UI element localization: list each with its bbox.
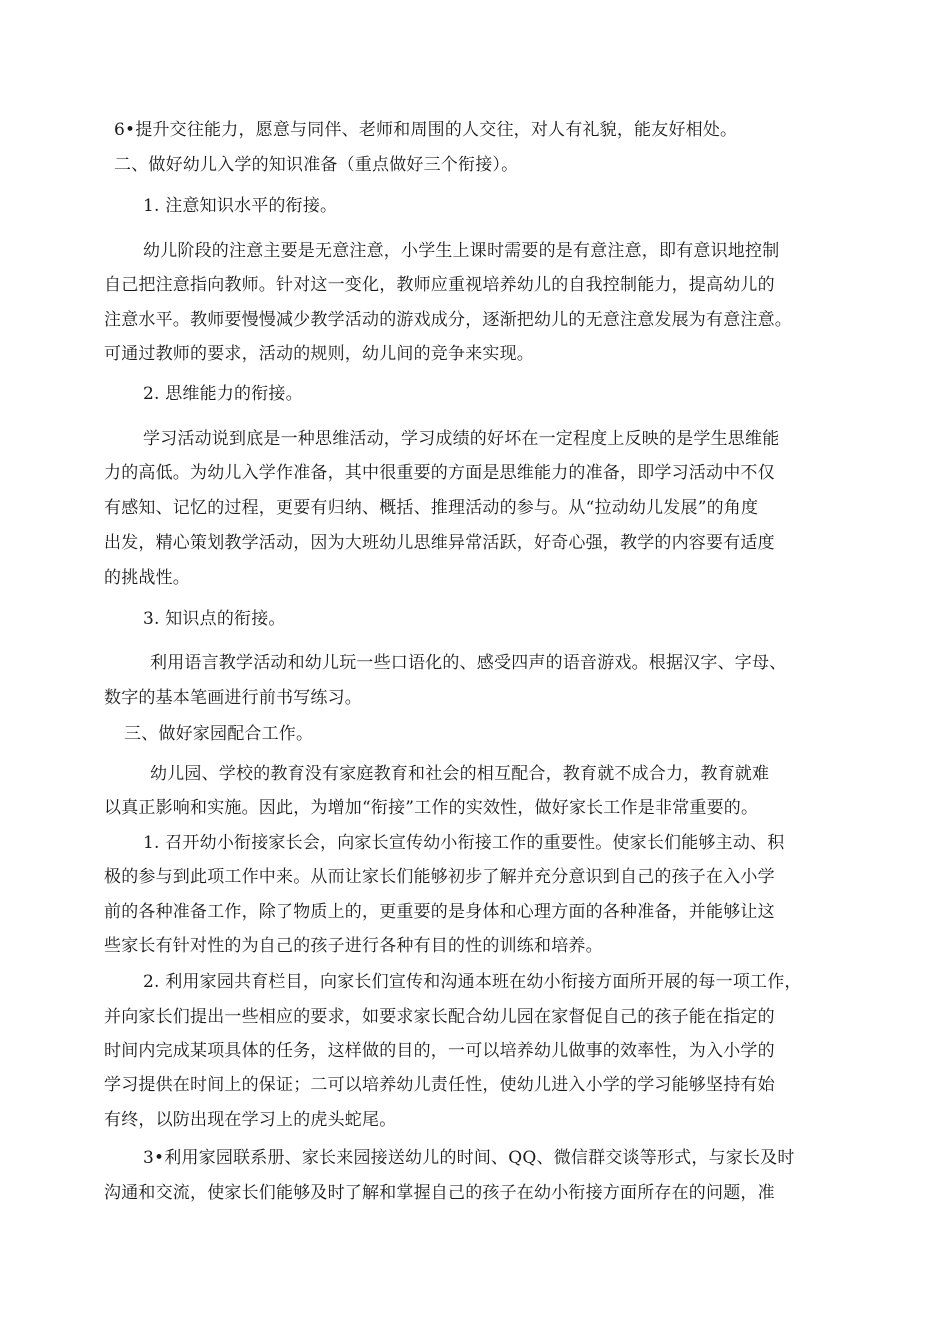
text-line: 以真正影响和实施。因此，为增加“衔接”工作的实效性，做好家长工作是非常重要的。 (104, 798, 759, 818)
text-line: 极的参与到此项工作中来。从而让家长们能够初步了解并充分意识到自己的孩子在入小学 (104, 867, 775, 887)
text-line: 2. 利用家园共育栏目，向家长们宣传和沟通本班在幼小衔接方面所开展的每一项工作， (143, 972, 802, 992)
text-line: 6•提升交往能力，愿意与同伴、老师和周围的人交往，对人有礼貌，能友好相处。 (114, 120, 738, 140)
text-line: 出发，精心策划教学活动，因为大班幼儿思维异常活跃，好奇心强，教学的内容要有适度 (104, 533, 775, 553)
text-line: 幼儿阶段的注意主要是无意注意，小学生上课时需要的是有意注意，即有意识地控制 (143, 241, 780, 261)
text-line: 沟通和交流，使家长们能够及时了解和掌握自己的孩子在幼小衔接方面所存在的问题，准 (104, 1183, 775, 1203)
text-line: 幼儿园、学校的教育没有家庭教育和社会的相互配合，教育就不成合力，教育就难 (150, 764, 770, 784)
text-line: 有感知、记忆的过程，更要有归纳、概括、推理活动的参与。从“拉动幼儿发展”的角度 (104, 498, 759, 518)
text-line: 并向家长们提出一些相应的要求，如要求家长配合幼儿园在家督促自己的孩子能在指定的 (104, 1007, 775, 1027)
text-line: 数字的基本笔画进行前书写练习。 (104, 688, 362, 708)
text-line: 1. 召开幼小衔接家长会，向家长宣传幼小衔接工作的重要性。使家长们能够主动、积 (143, 833, 785, 853)
text-line: 利用语言教学活动和幼儿玩一些口语化的、感受四声的语音游戏。根据汉字、字母、 (150, 653, 787, 673)
text-line: 自己把注意指向教师。针对这一变化，教师应重视培养幼儿的自我控制能力，提高幼儿的 (104, 275, 775, 295)
text-line: 力的高低。为幼儿入学作准备，其中很重要的方面是思维能力的准备，即学习活动中不仅 (104, 463, 775, 483)
section-heading: 三、做好家园配合工作。 (124, 724, 314, 744)
subsection-heading: 1. 注意知识水平的衔接。 (143, 196, 338, 216)
subsection-heading: 3. 知识点的衔接。 (143, 609, 286, 629)
text-line: 学习提供在时间上的保证；二可以培养幼儿责任性，使幼儿进入小学的学习能够坚持有始 (104, 1075, 775, 1095)
text-line: 3•利用家园联系册、家长来园接送幼儿的时间、QQ、微信群交谈等形式，与家长及时 (143, 1148, 795, 1168)
text-line: 可通过教师的要求，活动的规则，幼儿间的竞争来实现。 (104, 344, 534, 364)
text-line: 有终，以防出现在学习上的虎头蛇尾。 (104, 1110, 397, 1130)
text-line: 时间内完成某项具体的任务，这样做的目的，一可以培养幼儿做事的效率性，为入小学的 (104, 1041, 775, 1061)
text-line: 的挑战性。 (104, 568, 190, 588)
text-line: 学习活动说到底是一种思维活动，学习成绩的好坏在一定程度上反映的是学生思维能 (143, 429, 780, 449)
text-line: 些家长有针对性的为自己的孩子进行各种有目的性的训练和培养。 (104, 936, 603, 956)
section-heading: 二、做好幼儿入学的知识准备（重点做好三个衔接）。 (114, 155, 519, 175)
subsection-heading: 2. 思维能力的衔接。 (143, 384, 303, 404)
text-line: 前的各种准备工作，除了物质上的，更重要的是身体和心理方面的各种准备，并能够让这 (104, 902, 775, 922)
text-line: 注意水平。教师要慢慢减少教学活动的游戏成分，逐渐把幼儿的无意注意发展为有意注意。 (104, 310, 792, 330)
